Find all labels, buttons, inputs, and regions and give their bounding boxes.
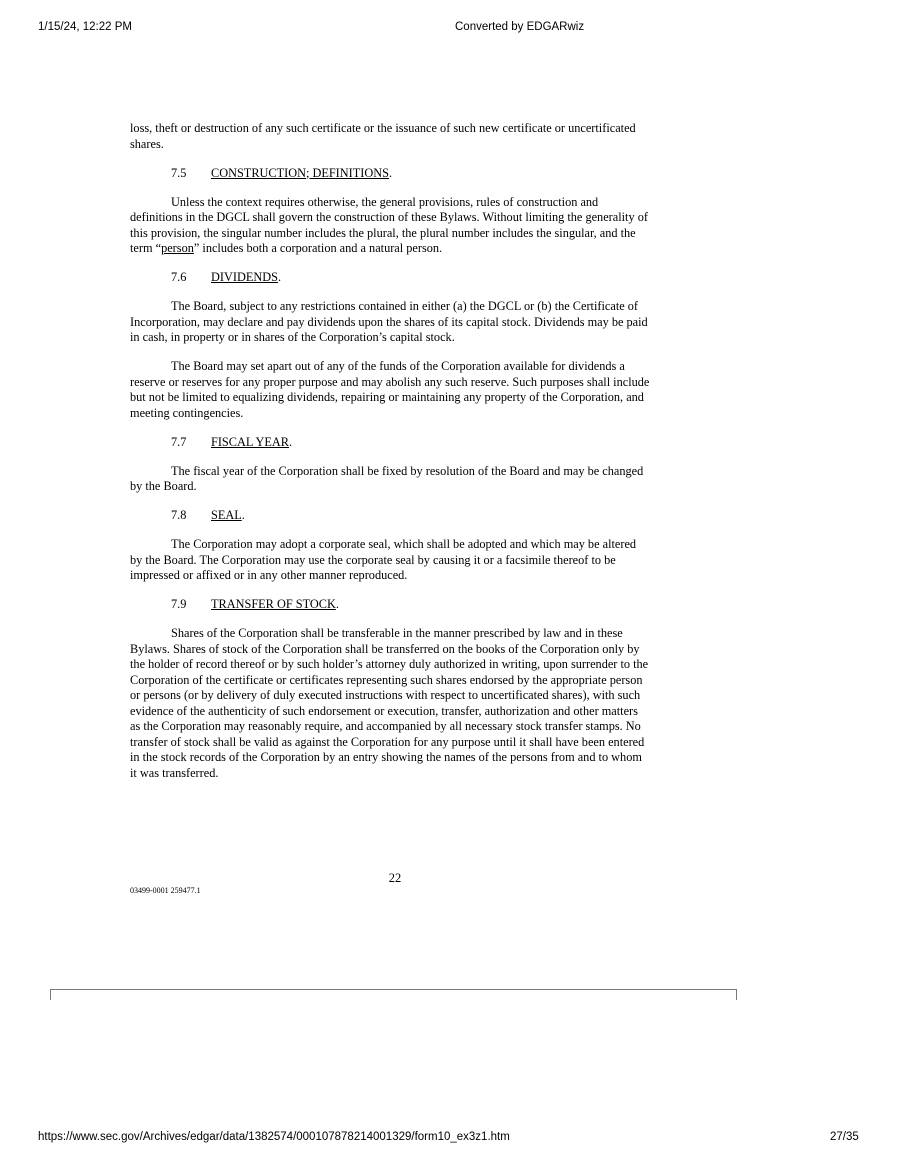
- paragraph-7-9: Shares of the Corporation shall be transferable in the manner prescribed by law and in these Bylaws. Shares of stock of the Corporation shall be transferred on the books of the Corporation only by the holder of record thereof or by such holder’s attorney duly authorized in writing, upon surrender to the Corporation of the certificate or certificates representing such shares endorsed by the appropriate person or persons (or by delivery of duly executed instructions with respect to uncertificated shares), with such evidence of the authenticity of such endorsement or execution, transfer, authorization and other matters as the Corporation may reasonably require, and accompanied by all necessary stock transfer stamps. No transfer of stock shall be valid as against the Corporation for any purpose until it shall have been entered in the stock records of the Corporation by an entry showing the names of the persons from and to whom it was transferred.: [130, 626, 649, 780]
- section-title: SEAL: [211, 508, 242, 522]
- section-number: 7.5: [171, 165, 187, 180]
- paragraph-7-7: The fiscal year of the Corporation shall be fixed by resolution of the Board and may be changed by the Board.: [130, 463, 644, 493]
- section-number: 7.8: [171, 508, 187, 522]
- section-title: FISCAL YEAR: [211, 434, 290, 449]
- page-url-link[interactable]: https://www.sec.gov/Archives/edgar/data/1382574/000107878214001329/form10_ex3z1.htm: [38, 1131, 510, 1143]
- paragraph-7-5: Unless the context requires otherwise, the general provisions, rules of construction and definitions in the DGCL shall govern the construction of these Bylaws. Without limiting the generality of this provision, the singular number includes the plural, the plural number includes the singular, and the term “person” includes both a corporation and a natural person.: [130, 194, 648, 255]
- print-datetime: 1/15/24, 12:22 PM: [38, 21, 132, 33]
- print-page-count: 27/35: [830, 1131, 859, 1143]
- section-number: 7.9: [171, 597, 187, 611]
- defined-term-person: person: [161, 241, 194, 255]
- section-title: TRANSFER OF STOCK: [211, 597, 336, 611]
- section-heading-7-6: 7.6 DIVIDENDS.: [171, 270, 282, 284]
- section-heading-7-9: 7.9 TRANSFER OF STOCK.: [171, 597, 339, 611]
- document-body: [130, 121, 650, 781]
- section-heading-7-7: 7.7 FISCAL YEAR.: [171, 434, 293, 449]
- section-title: CONSTRUCTION; DEFINITIONS: [211, 165, 389, 180]
- section-number: 7.7: [171, 434, 187, 449]
- paragraph-7-6-2: The Board may set apart out of any of the funds of the Corporation available for dividends a reserve or reserves for any proper purpose and may abolish any such reserve. Such purposes shall include but not be limited to equalizing dividends, repairing or maintaining any property of the Corporation, and meeting contingencies.: [130, 359, 650, 420]
- converter-label: Converted by EDGARwiz: [455, 21, 585, 33]
- page-frame-divider: [50, 989, 737, 1000]
- document-id: 03499-0001 259477.1: [130, 886, 201, 895]
- paragraph-7-8: The Corporation may adopt a corporate seal, which shall be adopted and which may be altered by the Board. The Corporation may use the corporate seal by causing it or a facsimile thereof to be impressed or affixed or in any other manner reproduced.: [130, 537, 637, 582]
- intro-paragraph: loss, theft or destruction of any such certificate or the issuance of such new certificate or uncertificated shares.: [130, 121, 636, 151]
- section-heading-7-5: 7.5 CONSTRUCTION; DEFINITIONS.: [171, 165, 393, 180]
- section-heading-7-8: 7.8 SEAL.: [171, 508, 245, 522]
- section-title: DIVIDENDS: [211, 270, 278, 284]
- section-number: 7.6: [171, 270, 187, 284]
- paragraph-7-6-1: The Board, subject to any restrictions contained in either (a) the DGCL or (b) the Certificate of Incorporation, may declare and pay dividends upon the shares of its capital stock. Dividends may be paid in cash, in property or in shares of the Corporation’s capital stock.: [130, 299, 648, 344]
- page-number: 22: [388, 871, 402, 885]
